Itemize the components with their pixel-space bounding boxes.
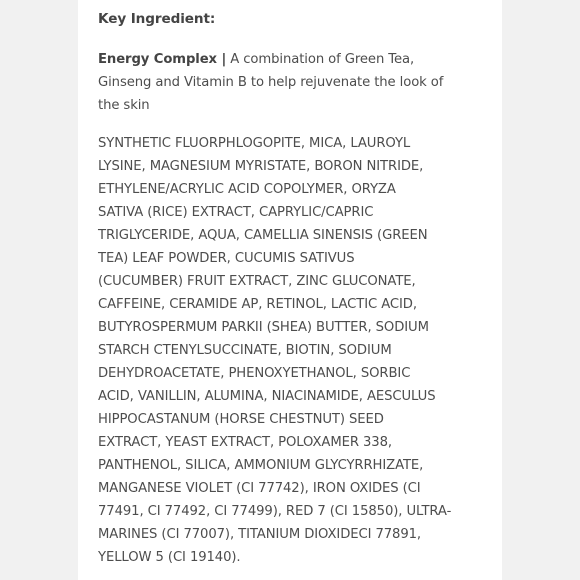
- key-ingredient-heading: Key Ingredient:: [98, 11, 216, 27]
- description-line: Ginseng and Vitamin B to help rejuvenate the look of: [98, 75, 444, 90]
- description-text: A combination of Green Tea,: [226, 52, 415, 67]
- ingredient-line: ACID, VANILLIN, ALUMINA, NIACINAMIDE, AESCULUS: [98, 389, 436, 404]
- key-ingredient-description: [98, 48, 468, 117]
- ingredient-line: DEHYDROACETATE, PHENOXYETHANOL, SORBIC: [98, 366, 411, 381]
- ingredient-line: PANTHENOL, SILICA, AMMONIUM GLYCYRRHIZATE,: [98, 458, 424, 473]
- ingredient-line: EXTRACT, YEAST EXTRACT, POLOXAMER 338,: [98, 435, 392, 450]
- ingredient-line: ETHYLENE/ACRYLIC ACID COPOLYMER, ORYZA: [98, 182, 396, 197]
- description-line: the skin: [98, 98, 150, 113]
- ingredient-line: SATIVA (RICE) EXTRACT, CAPRYLIC/CAPRIC: [98, 205, 374, 220]
- energy-complex-title: Energy Complex |: [98, 52, 227, 67]
- ingredient-line: HIPPOCASTANUM (HORSE CHESTNUT) SEED: [98, 412, 384, 427]
- ingredient-line: MANGANESE VIOLET (CI 77742), IRON OXIDES (CI: [98, 481, 421, 496]
- ingredient-line: STARCH CTENYLSUCCINATE, BIOTIN, SODIUM: [98, 343, 392, 358]
- ingredient-line: LYSINE, MAGNESIUM MYRISTATE, BORON NITRIDE,: [98, 159, 424, 174]
- ingredient-line: TEA) LEAF POWDER, CUCUMIS SATIVUS: [98, 251, 355, 266]
- ingredient-line: YELLOW 5 (CI 19140).: [98, 550, 241, 565]
- product-info-card: [78, 0, 502, 580]
- ingredient-line: 77491, CI 77492, CI 77499), RED 7 (CI 15850), ULTRA-: [98, 504, 452, 519]
- description-line: [98, 48, 468, 71]
- ingredient-line: MARINES (CI 77007), TITANIUM DIOXIDECI 77891,: [98, 527, 422, 542]
- ingredient-line: TRIGLYCERIDE, AQUA, CAMELLIA SINENSIS (GREEN: [98, 228, 428, 243]
- ingredient-line: BUTYROSPERMUM PARKII (SHEA) BUTTER, SODIUM: [98, 320, 429, 335]
- ingredients-list: [98, 132, 468, 569]
- ingredient-line: SYNTHETIC FLUORPHLOGOPITE, MICA, LAUROYL: [98, 136, 411, 151]
- ingredient-line: (CUCUMBER) FRUIT EXTRACT, ZINC GLUCONATE,: [98, 274, 416, 289]
- ingredient-line: CAFFEINE, CERAMIDE AP, RETINOL, LACTIC ACID,: [98, 297, 417, 312]
